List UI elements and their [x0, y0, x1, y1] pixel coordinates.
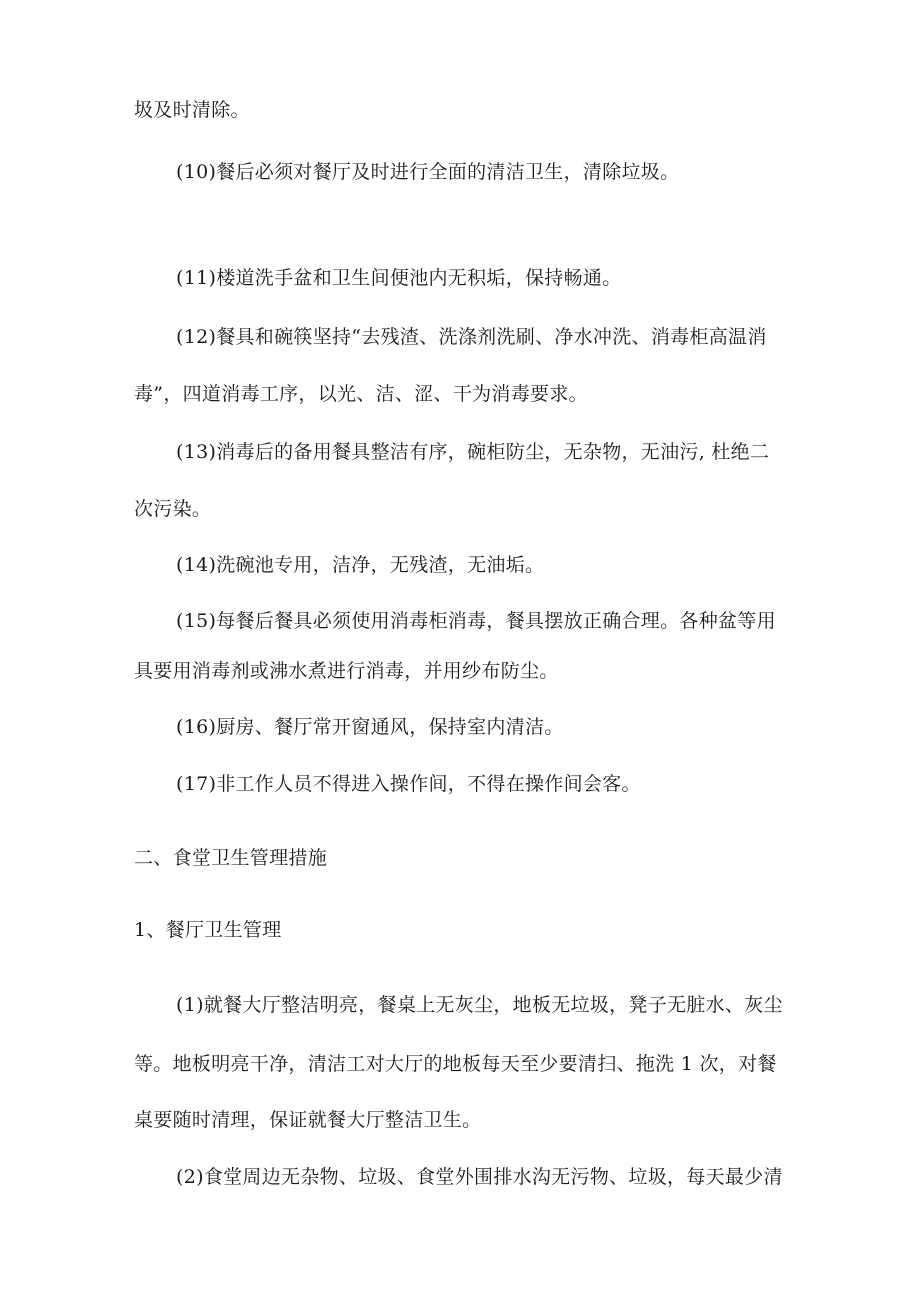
text-line-item-13: (13)消毒后的备用餐具整洁有序，碗柜防尘，无杂物，无油污, 杜绝二	[176, 441, 770, 463]
text-line-item-15: (15)每餐后餐具必须使用消毒柜消毒，餐具摆放正确合理。各种盆等用	[176, 610, 776, 632]
text-line-item-16: (16)厨房、餐厅常开窗通风，保持室内清洁。	[176, 716, 564, 738]
text-line-sub-item-1-cont2: 桌要随时清理，保证就餐大厅整洁卫生。	[134, 1109, 482, 1131]
subsection-heading: 1、餐厅卫生管理	[134, 919, 282, 941]
text-line-sub-item-1-cont: 等。地板明亮干净，清洁工对大厅的地板每天至少要清扫、拖洗 1 次，对餐	[134, 1053, 777, 1075]
text-line-item-17: (17)非工作人员不得进入操作间，不得在操作间会客。	[176, 773, 641, 795]
text-line-item-10: (10)餐后必须对餐厅及时进行全面的清洁卫生，清除垃圾。	[176, 161, 680, 183]
text-line-sub-item-2: (2)食堂周边无杂物、垃圾、食堂外围排水沟无污物、垃圾，每天最少清	[176, 1166, 783, 1188]
text-line-item-13-cont: 次污染。	[134, 498, 212, 520]
text-line-item-14: (14)洗碗池专用，洁净，无残渣，无油垢。	[176, 554, 545, 576]
text-line-item-12-cont: 毒”，四道消毒工序，以光、洁、涩、干为消毒要求。	[134, 383, 588, 405]
text-line-continuation-9: 圾及时清除。	[134, 99, 250, 121]
text-line-item-15-cont: 具要用消毒剂或沸水煮进行消毒，并用纱布防尘。	[134, 660, 559, 682]
text-line-sub-item-1: (1)就餐大厅整洁明亮，餐桌上无灰尘，地板无垃圾，凳子无脏水、灰尘	[176, 994, 783, 1016]
section-heading: 二、食堂卫生管理措施	[134, 847, 328, 869]
text-line-item-11: (11)楼道洗手盆和卫生间便池内无积垢，保持畅通。	[176, 267, 622, 289]
text-line-item-12: (12)餐具和碗筷坚持“去残渣、洗涤剂洗刷、净水冲洗、消毒柜高温消	[176, 326, 767, 348]
